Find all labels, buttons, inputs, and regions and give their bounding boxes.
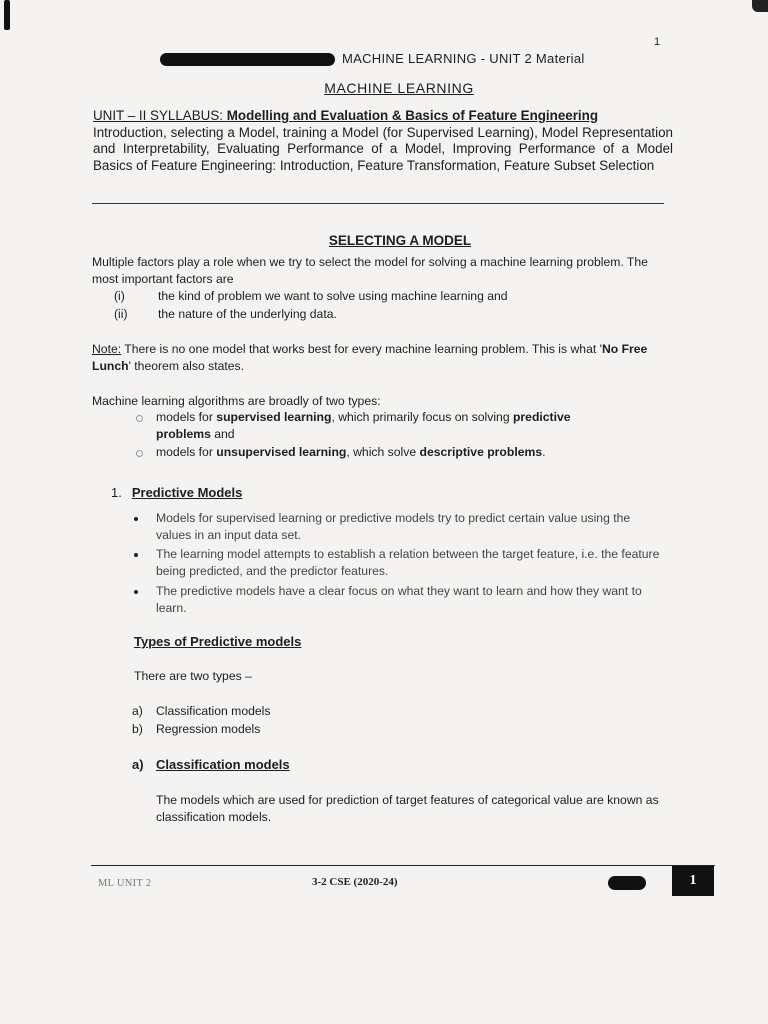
list-text: models for [156, 445, 217, 459]
list-text: , which solve [346, 445, 420, 459]
list-bold: supervised learning [216, 410, 332, 424]
list-bold: descriptive problems [419, 445, 543, 459]
intro-paragraph: Multiple factors play a role when we try to select the model for solving a machine learning problem. The most important factors are [92, 255, 648, 286]
syllabus-heading-text: Modelling and Evaluation & Basics of Feature Engineering [226, 108, 599, 123]
redaction-mark [160, 53, 335, 66]
factor-number: (i) [114, 289, 125, 303]
circle-bullet-icon [136, 415, 143, 422]
types-heading: Types of Predictive models [134, 634, 302, 649]
type-text: Classification models [156, 704, 271, 718]
scan-edge-mark [752, 0, 768, 12]
scan-edge-mark [4, 0, 10, 30]
note-text: There is no one model that works best for every machine learning problem. This is what ' [121, 342, 602, 356]
footer-page-number: 1 [672, 866, 714, 896]
bullet-text: The learning model attempts to establish a relation between the target feature, i.e. the feature being predicted, and the predictor features. [156, 547, 660, 578]
list-text: and [210, 427, 235, 441]
algo-intro: Machine learning algorithms are broadly of two types: [92, 394, 381, 408]
list-text: , which primarily focus on solving [331, 410, 513, 424]
subsection-heading [111, 485, 242, 500]
factor-item [114, 307, 614, 324]
syllabus-text: Introduction, selecting a Model, training a Model (for Supervised Learning), Model Representation and Interpretability, Evaluating Performance of a Model, Improving Performance of a Model Basics of Feature Engineering: Introduction, Feature Transformation, Feature Subset Selection [93, 124, 673, 173]
list-bold: predictive problems [156, 410, 571, 441]
subsection-number: 1. [111, 485, 122, 500]
type-item [132, 722, 260, 736]
type-text: Regression models [156, 722, 261, 736]
bullet-icon [134, 517, 138, 521]
classification-key: a) [132, 757, 144, 772]
footer-left: ML UNIT 2 [98, 878, 152, 889]
bullet-icon [134, 590, 138, 594]
page-number-top: 1 [654, 36, 661, 48]
footer-divider [91, 865, 715, 866]
classification-title: Classification models [156, 757, 290, 772]
types-intro: There are two types – [134, 669, 252, 683]
note-bold: No Free Lunch [92, 342, 648, 373]
bullet-text: Models for supervised learning or predictive models try to predict certain value using the values in an input data set. [156, 511, 631, 542]
type-key: a) [132, 704, 143, 718]
classification-paragraph: The models which are used for prediction of target features of categorical value are known as classification models. [156, 793, 659, 824]
divider [92, 203, 664, 204]
syllabus-heading [93, 108, 598, 123]
type-key: b) [132, 722, 143, 736]
page-title: MACHINE LEARNING [324, 80, 474, 96]
list-text: . [542, 445, 546, 459]
type-item [132, 704, 270, 718]
classification-heading [132, 757, 290, 772]
note-text: ' theorem also states. [128, 359, 245, 373]
syllabus-block [93, 108, 673, 174]
factor-text: the nature of the underlying data. [158, 307, 337, 321]
footer-center: 3-2 CSE (2020-24) [312, 876, 398, 888]
factor-item [114, 289, 614, 306]
section-title: SELECTING A MODEL [328, 233, 472, 248]
redaction-mark [608, 876, 646, 890]
subsection-title: Predictive Models [131, 485, 243, 500]
list-text: models for [156, 410, 217, 424]
bullet-icon [134, 553, 138, 557]
factor-number: (ii) [114, 307, 128, 321]
factor-text: the kind of problem we want to solve using machine learning and [158, 289, 508, 303]
note-label: Note: [92, 342, 122, 356]
list-bold: unsupervised learning [216, 445, 347, 459]
header-line: MACHINE LEARNING - UNIT 2 Material [342, 51, 585, 66]
bullet-text: The predictive models have a clear focus on what they want to learn and how they want to learn. [156, 584, 642, 615]
circle-bullet-icon [136, 450, 143, 457]
note-paragraph [92, 341, 672, 375]
syllabus-label: UNIT – II SYLLABUS: [93, 108, 223, 123]
